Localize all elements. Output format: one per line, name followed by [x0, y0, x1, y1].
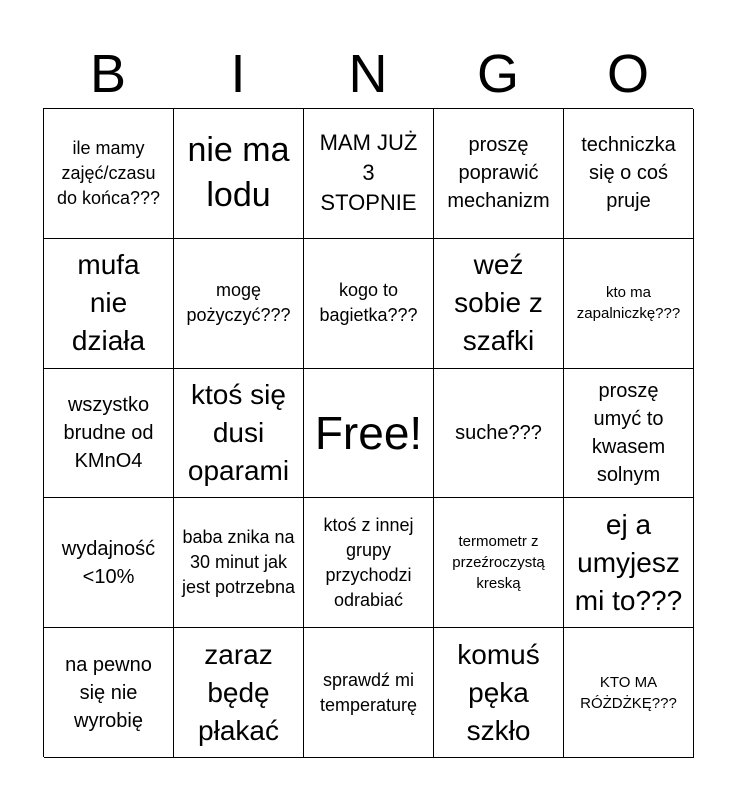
header-letter-b: B: [89, 44, 127, 104]
cell-text: baba znika na 30 minut jak jest potrzebna: [181, 527, 296, 598]
bingo-cell[interactable]: [304, 239, 434, 369]
bingo-cell[interactable]: [44, 498, 174, 628]
bingo-cell[interactable]: [304, 109, 434, 239]
cell-text: weź sobie z szafki: [454, 249, 543, 357]
bingo-cell[interactable]: [564, 628, 694, 758]
bingo-cell[interactable]: [434, 628, 564, 758]
cell-text: mufa nie działa: [71, 249, 146, 357]
bingo-cell[interactable]: [174, 369, 304, 499]
bingo-header: [43, 40, 693, 108]
cell-text: komuś pęka szkło: [457, 638, 540, 746]
cell-text: mogę pożyczyć???: [186, 280, 291, 326]
bingo-card: [43, 108, 693, 757]
bingo-cell[interactable]: [564, 109, 694, 239]
cell-text: ktoś się dusi oparami: [187, 378, 290, 486]
cell-text: zaraz będę płakać: [198, 638, 279, 746]
cell-text: wydajność <10%: [61, 537, 156, 588]
bingo-cell[interactable]: [44, 369, 174, 499]
cell-text: proszę poprawić mechanizm: [447, 134, 550, 213]
bingo-cell[interactable]: [304, 628, 434, 758]
cell-text: MAM JUŻ 3 STOPNIE: [319, 130, 418, 216]
cell-text: kto ma zapalniczkę???: [576, 284, 681, 323]
cell-text: nie ma lodu: [187, 131, 290, 215]
header-letter-o: O: [606, 44, 649, 104]
header-letter-n: N: [348, 44, 388, 104]
cell-text: termometr z przeźroczystą kreską: [452, 533, 545, 593]
bingo-cell[interactable]: [434, 109, 564, 239]
bingo-cell[interactable]: [434, 369, 564, 499]
bingo-cell[interactable]: [174, 239, 304, 369]
cell-text: proszę umyć to kwasem solnym: [591, 379, 666, 486]
bingo-cell[interactable]: [564, 369, 694, 499]
bingo-cell[interactable]: [434, 498, 564, 628]
bingo-cell[interactable]: [434, 239, 564, 369]
bingo-cell[interactable]: [564, 239, 694, 369]
cell-text: techniczka się o coś pruje: [581, 134, 676, 213]
bingo-cell[interactable]: [44, 109, 174, 239]
cell-text: kogo to bagietka???: [319, 280, 418, 326]
bingo-cell[interactable]: [174, 109, 304, 239]
header-letter-g: G: [476, 44, 519, 104]
free-space-label: Free!: [314, 406, 423, 459]
free-space-cell[interactable]: [304, 369, 434, 499]
cell-text: KTO MA RÓŻDŻKĘ???: [580, 673, 677, 712]
bingo-cell[interactable]: [564, 498, 694, 628]
cell-text: na pewno się nie wyrobię: [65, 653, 152, 732]
bingo-cell[interactable]: [174, 628, 304, 758]
cell-text: ile mamy zajęć/czasu do końca???: [56, 137, 161, 208]
cell-text: ej a umyjesz mi to???: [574, 508, 683, 616]
bingo-cell[interactable]: [44, 239, 174, 369]
cell-text: wszystko brudne od KMnO4: [63, 393, 154, 472]
bingo-cell[interactable]: [174, 498, 304, 628]
header-letter-i: I: [230, 44, 246, 104]
cell-text: ktoś z innej grupy przychodzi odrabiać: [323, 514, 414, 610]
cell-text: suche???: [455, 421, 542, 444]
bingo-cell[interactable]: [44, 628, 174, 758]
bingo-cell[interactable]: [304, 498, 434, 628]
cell-text: sprawdź mi temperaturę: [319, 669, 418, 715]
